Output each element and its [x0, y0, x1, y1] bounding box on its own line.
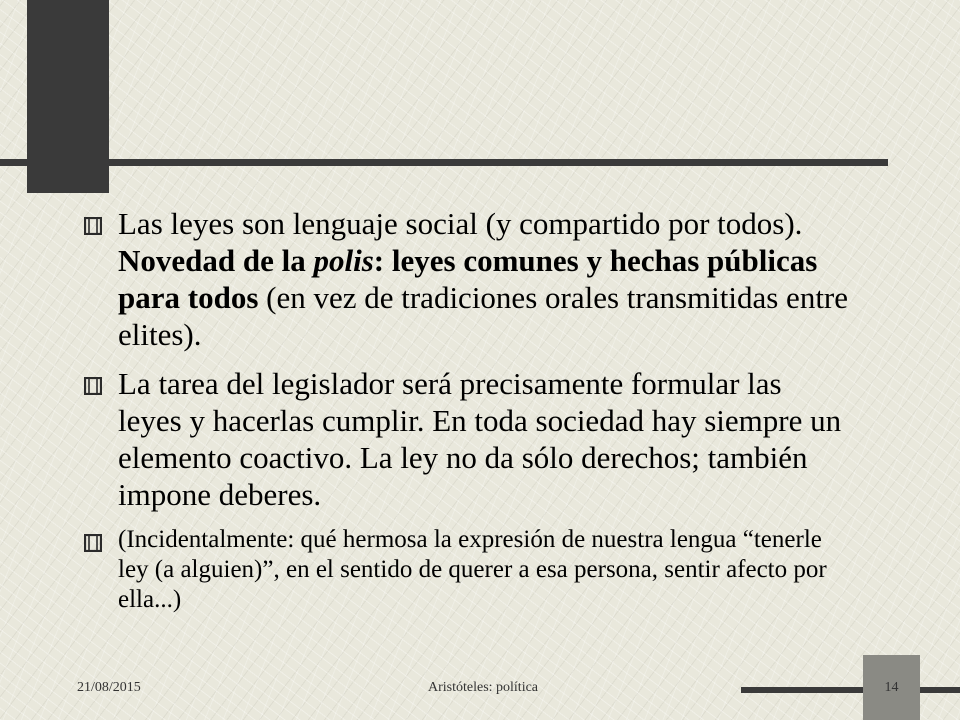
- bullet-3-text: (Incidentalmente: qué hermosa la expresión de nuestra lengua “tenerle ley (a alguien)”, en el sentido de querer a esa persona, sentir afecto por ella...): [118, 526, 827, 613]
- bullet-1-text: Las leyes son lenguaje social (y compartido por todos). Novedad de la polis: leyes comunes y hechas públicas para todos (en vez de tradiciones orales transmitidas entre elites).: [118, 206, 849, 352]
- hash-bullet-icon: [84, 217, 102, 235]
- footer-title: Aristóteles: política: [427, 680, 539, 695]
- footer-date: 21/08/2015: [77, 680, 141, 695]
- slide-body: [82, 205, 852, 627]
- decorative-title-rule: [0, 159, 888, 166]
- decorative-footer-rule: [741, 687, 960, 693]
- bullet-2-text: La tarea del legislador será precisamente formular las leyes y hacerlas cumplir. En toda sociedad hay siempre un elemento coactivo. La ley no da sólo derechos; también impone deberes.: [118, 366, 842, 512]
- bullet-item-2: [82, 365, 852, 513]
- page-number: 14: [884, 680, 899, 695]
- hash-bullet-icon: [84, 377, 102, 395]
- bullet-item-3: [82, 525, 852, 615]
- hash-bullet-icon: [84, 534, 102, 552]
- bullet-item-1: [82, 205, 852, 353]
